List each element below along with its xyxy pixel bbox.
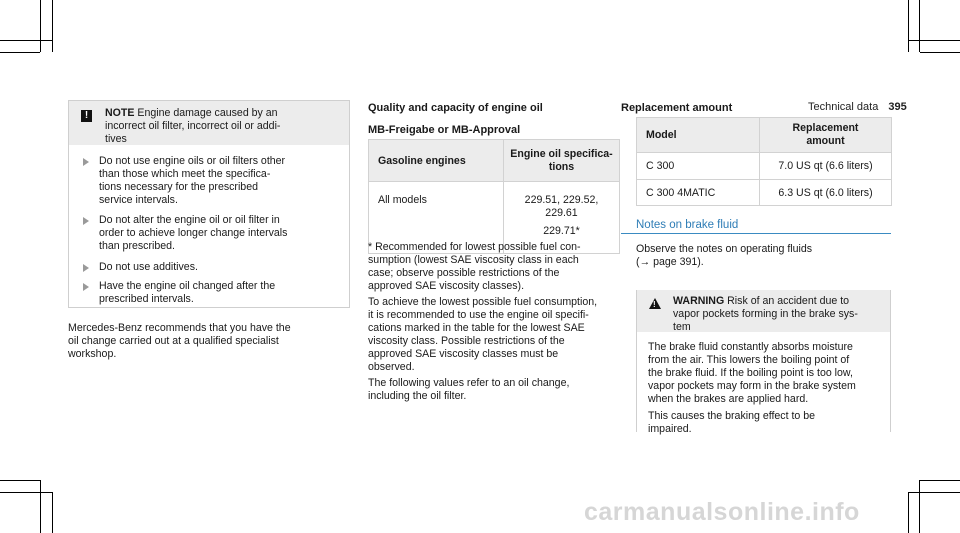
approval-subtitle: MB-Freigabe or MB-Approval — [368, 124, 521, 136]
table-row — [637, 153, 892, 180]
crop-mark — [919, 0, 920, 52]
running-header — [808, 101, 907, 113]
table-cell: 6.3 US qt (6.0 liters) — [760, 180, 892, 206]
warning-label: WARNING — [673, 295, 725, 307]
crop-mark — [52, 0, 53, 52]
oil-change-paragraph: The following values refer to an oil change, including the oil filter. — [368, 377, 570, 402]
page-number: 395 — [888, 101, 907, 113]
crop-mark — [0, 492, 52, 493]
note-box — [68, 100, 350, 308]
observe-paragraph: Observe the notes on operating fluids (→ page 391). — [636, 243, 813, 268]
bullet-arrow-icon — [83, 283, 89, 291]
engine-oil-table — [368, 139, 620, 254]
crop-mark — [908, 40, 960, 41]
crop-mark — [0, 480, 40, 481]
bullet-arrow-icon — [83, 264, 89, 272]
crop-mark — [908, 492, 960, 493]
table-cell: 7.0 US qt (6.6 liters) — [760, 153, 892, 180]
specialist-paragraph: Mercedes-Benz recommends that you have the oil change carried out at a qualified specialist workshop. — [68, 322, 291, 360]
section-name: Technical data — [808, 101, 879, 113]
warning-body: The brake fluid constantly absorbs moisture from the air. This lowers the boiling point of the brake fluid. If the boiling point is too low, vapor pockets may form in the brake system when the brakes are applied hard. — [648, 341, 856, 405]
fuel-consumption-paragraph: To achieve the lowest possible fuel consumption, it is recommended to use the engine oil specifi- cations marked in the table for the lowest SAE viscosity class. Possible restrictions of the approved SAE viscosity classes must be observed. — [368, 296, 598, 373]
quality-title: Quality and capacity of engine oil — [368, 102, 543, 114]
list-item: Have the engine oil changed after the prescribed intervals. — [99, 280, 276, 305]
warning-triangle-icon: ! — [649, 298, 661, 309]
note-label: NOTE — [105, 107, 135, 119]
note-text: NOTE Engine damage caused by an incorrect oil filter, incorrect oil or addi- tives — [105, 107, 281, 145]
heading-rule — [621, 233, 891, 234]
footnote: * Recommended for lowest possible fuel con- sumption (lowest SAE viscosity class in each case; observe possible restrictions of the approved SAE viscosity classes). — [368, 241, 581, 292]
crop-mark — [52, 492, 53, 533]
column-header: Replacement amount — [760, 118, 892, 153]
bullet-arrow-icon — [83, 158, 89, 166]
column-header: Engine oil specifica- tions — [504, 140, 620, 182]
list-item: Do not use additives. — [99, 261, 198, 273]
crop-mark — [920, 52, 960, 53]
column-header: Model — [637, 118, 760, 153]
bullet-arrow-icon — [83, 217, 89, 225]
warning-header — [637, 290, 890, 332]
list-item: Do not use engine oils or oil filters other than those which meet the specifica- tions necessary for the prescribed service intervals. — [99, 155, 286, 206]
warning-body: This causes the braking effect to be impaired. — [648, 410, 816, 435]
brake-fluid-heading: Notes on brake fluid — [636, 219, 739, 231]
crop-mark — [0, 40, 52, 41]
warning-text: WARNING Risk of an accident due to vapor pockets forming in the brake sys- tem — [673, 295, 858, 333]
table-cell: C 300 — [637, 153, 760, 180]
crop-mark — [908, 492, 909, 533]
table-row — [637, 180, 892, 206]
table-cell: 229.51, 229.52, 229.61 229.71* — [504, 182, 620, 254]
table-cell: All models — [369, 182, 504, 254]
warning-box — [636, 290, 891, 435]
crop-mark — [920, 480, 960, 481]
replacement-table — [636, 117, 892, 206]
crop-mark — [40, 0, 41, 52]
replacement-title: Replacement amount — [621, 102, 733, 114]
column-header: Gasoline engines — [369, 140, 504, 182]
crop-mark — [40, 480, 41, 533]
list-item: Do not alter the engine oil or oil filter in order to achieve longer change intervals than prescribed. — [99, 214, 288, 252]
exclamation-icon: ! — [81, 110, 92, 122]
crop-mark — [0, 52, 40, 53]
note-header — [69, 101, 349, 145]
table-cell: C 300 4MATIC — [637, 180, 760, 206]
watermark: carmanualsonline.info — [584, 498, 860, 526]
crop-mark — [919, 480, 920, 533]
crop-mark — [908, 0, 909, 52]
